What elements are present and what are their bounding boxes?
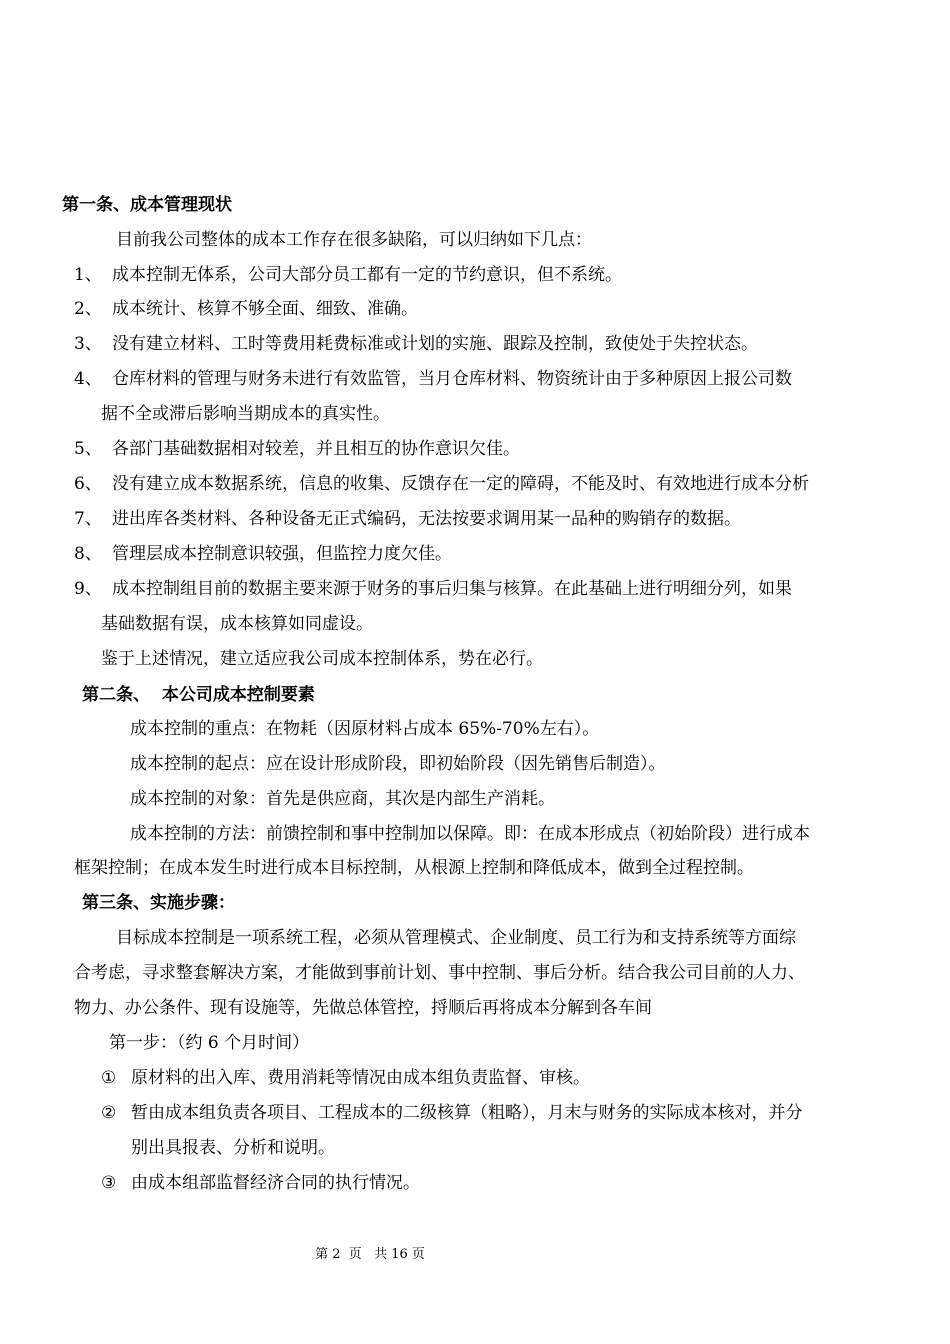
list-item <box>101 1102 803 1124</box>
list-item <box>74 473 809 495</box>
section-2-paragraph: 成本控制的重点：在物耗（因原材料占成本 65%-70%左右）。 <box>130 719 600 739</box>
list-item <box>74 543 452 565</box>
section-3-paragraph: 目标成本控制是一项系统工程，必须从管理模式、企业制度、员工行为和支持系统等方面综 <box>116 928 796 948</box>
list-item <box>74 298 418 320</box>
section-3-paragraph-continuation: 物力、办公条件、现有设施等，先做总体管控，捋顺后再将成本分解到各车间 <box>74 998 652 1018</box>
section-3-heading: 第三条、实施步骤： <box>82 893 235 913</box>
item-text: 进出库各类材料、各种设备无正式编码，无法按要求调用某一品种的购销存的数据。 <box>112 509 741 529</box>
item-text: 原材料的出入库、费用消耗等情况由成本组负责监督、审核。 <box>131 1068 590 1088</box>
item-number: 4、 <box>74 369 102 389</box>
list-item <box>74 578 792 600</box>
item-text: 由成本组部监督经济合同的执行情况。 <box>131 1173 420 1193</box>
section-2-paragraph-continuation: 框架控制；在成本发生时进行成本目标控制，从根源上控制和降低成本，做到全过程控制。 <box>74 858 754 878</box>
item-number: 6、 <box>74 474 102 494</box>
section-1-heading: 第一条、成本管理现状 <box>62 195 232 215</box>
page-footer: 第 2 页 共 16 页 <box>315 1247 425 1262</box>
item-number: 9、 <box>74 579 102 599</box>
item-text: 没有建立成本数据系统，信息的收集、反馈存在一定的障碍，不能及时、有效地进行成本分析 <box>112 474 809 494</box>
item-text: 成本控制无体系，公司大部分员工都有一定的节约意识，但不系统。 <box>112 265 622 285</box>
item-text: 各部门基础数据相对较差，并且相互的协作意识欠佳。 <box>112 439 520 459</box>
item-text: 没有建立材料、工时等费用耗费标准或计划的实施、跟踪及控制，致使处于失控状态。 <box>112 334 758 354</box>
list-item <box>74 333 758 355</box>
item-text: 管理层成本控制意识较强，但监控力度欠佳。 <box>112 544 452 564</box>
item-text: 成本统计、核算不够全面、细致、准确。 <box>112 299 418 319</box>
item-number: ③ <box>101 1173 117 1193</box>
item-number: 1、 <box>74 265 102 285</box>
list-item <box>74 264 622 286</box>
item-number: ① <box>101 1068 117 1088</box>
list-item <box>74 368 792 390</box>
list-item <box>74 438 520 460</box>
item-number: 3、 <box>74 334 102 354</box>
item-text: 成本控制组目前的数据主要来源于财务的事后归集与核算。在此基础上进行明细分列，如果 <box>112 579 792 599</box>
section-2-paragraph: 成本控制的方法：前馈控制和事中控制加以保障。即：在成本形成点（初始阶段）进行成本 <box>130 824 810 844</box>
item-text: 暂由成本组负责各项目、工程成本的二级核算（粗略），月末与财务的实际成本核对，并分 <box>131 1103 803 1123</box>
section-2-heading: 第二条、 本公司成本控制要素 <box>82 685 315 705</box>
list-item-continuation: 据不全或滞后影响当期成本的真实性。 <box>101 404 390 424</box>
section-2-paragraph: 成本控制的起点：应在设计形成阶段，即初始阶段（因先销售后制造）。 <box>130 754 666 774</box>
section-1-intro: 目前我公司整体的成本工作存在很多缺陷，可以归纳如下几点： <box>116 230 592 250</box>
list-item <box>101 1172 420 1194</box>
section-3-paragraph-continuation: 合考虑，寻求整套解决方案，才能做到事前计划、事中控制、事后分析。结合我公司目前的人力、 <box>74 963 805 983</box>
list-item <box>101 1067 590 1089</box>
item-text: 仓库材料的管理与财务未进行有效监管，当月仓库材料、物资统计由于多种原因上报公司数 <box>112 369 792 389</box>
section-2-paragraph: 成本控制的对象：首先是供应商，其次是内部生产消耗。 <box>130 789 555 809</box>
item-number: 8、 <box>74 544 102 564</box>
list-item-continuation: 别出具报表、分析和说明。 <box>131 1138 335 1158</box>
item-number: ② <box>101 1103 117 1123</box>
section-1-conclusion: 鉴于上述情况，建立适应我公司成本控制体系，势在必行。 <box>101 649 543 669</box>
list-item <box>74 508 741 530</box>
item-number: 2、 <box>74 299 102 319</box>
list-item-continuation: 基础数据有误，成本核算如同虚设。 <box>101 614 373 634</box>
step-heading: 第一步：（约 6 个月时间） <box>109 1033 310 1053</box>
item-number: 5、 <box>74 439 102 459</box>
item-number: 7、 <box>74 509 102 529</box>
